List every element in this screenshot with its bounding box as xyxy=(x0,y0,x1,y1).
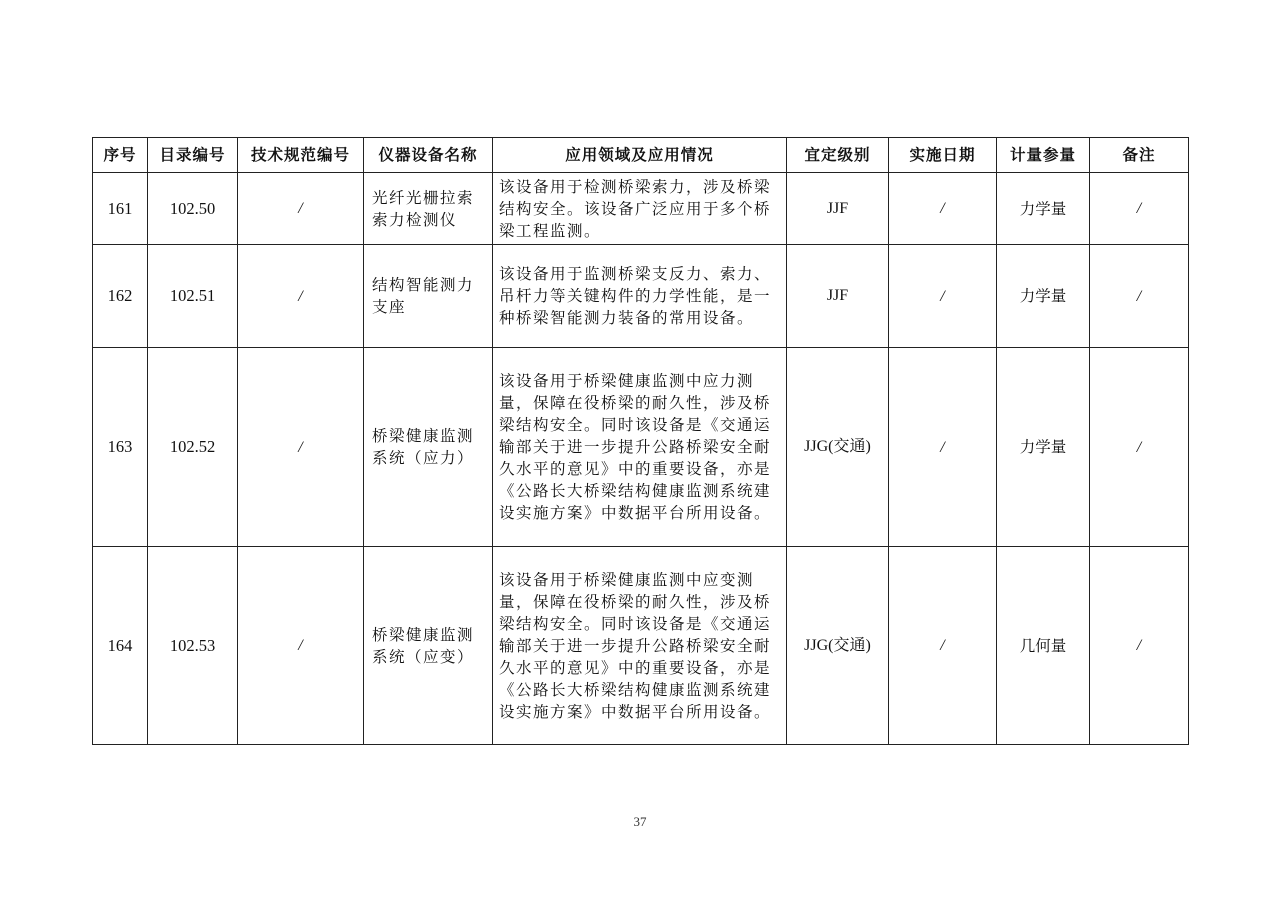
cell-level: JJF xyxy=(787,173,889,245)
header-remark: 备注 xyxy=(1090,138,1189,173)
header-instrument-name: 仪器设备名称 xyxy=(364,138,493,173)
header-catalog-no: 目录编号 xyxy=(148,138,238,173)
cell-quantity: 力学量 xyxy=(997,173,1090,245)
slash-mark: / xyxy=(940,200,945,217)
cell-spec-no xyxy=(238,348,364,547)
cell-remark xyxy=(1090,547,1189,745)
slash-mark: / xyxy=(1136,438,1142,456)
slash-mark: / xyxy=(940,287,945,305)
slash-mark: / xyxy=(1136,200,1142,217)
slash-mark: / xyxy=(1136,637,1142,654)
cell-seq: 161 xyxy=(93,173,148,245)
table-row xyxy=(93,173,1189,245)
cell-remark xyxy=(1090,348,1189,547)
cell-catalog-no: 102.51 xyxy=(148,245,238,348)
slash-mark: / xyxy=(298,200,303,217)
cell-catalog-no: 102.52 xyxy=(148,348,238,547)
cell-date xyxy=(889,173,997,245)
slash-mark: / xyxy=(298,287,303,305)
cell-application: 该设备用于桥梁健康监测中应变测量，保障在役桥梁的耐久性，涉及桥梁结构安全。同时该设备是《交通运输部关于进一步提升公路桥梁安全耐久水平的意见》中的重要设备，亦是《公路长大桥梁结构健康监测系统建设实施方案》中数据平台所用设备。 xyxy=(493,547,787,745)
cell-remark xyxy=(1090,173,1189,245)
cell-spec-no xyxy=(238,547,364,745)
cell-seq: 162 xyxy=(93,245,148,348)
slash-mark: / xyxy=(298,438,303,456)
table-row xyxy=(93,348,1189,547)
table-row xyxy=(93,245,1189,348)
cell-catalog-no: 102.50 xyxy=(148,173,238,245)
table-header-row xyxy=(93,138,1189,173)
header-date: 实施日期 xyxy=(889,138,997,173)
cell-instrument-name: 桥梁健康监测系统（应变） xyxy=(364,547,493,745)
cell-spec-no xyxy=(238,173,364,245)
cell-date xyxy=(889,245,997,348)
cell-application: 该设备用于桥梁健康监测中应力测量，保障在役桥梁的耐久性，涉及桥梁结构安全。同时该设备是《交通运输部关于进一步提升公路桥梁安全耐久水平的意见》中的重要设备，亦是《公路长大桥梁结构健康监测系统建设实施方案》中数据平台所用设备。 xyxy=(493,348,787,547)
cell-quantity: 力学量 xyxy=(997,348,1090,547)
header-spec-no: 技术规范编号 xyxy=(238,138,364,173)
cell-spec-no xyxy=(238,245,364,348)
cell-seq: 163 xyxy=(93,348,148,547)
slash-mark: / xyxy=(940,438,945,456)
cell-application: 该设备用于监测桥梁支反力、索力、吊杆力等关键构件的力学性能，是一种桥梁智能测力装备的常用设备。 xyxy=(493,245,787,348)
cell-catalog-no: 102.53 xyxy=(148,547,238,745)
cell-level: JJG(交通) xyxy=(787,348,889,547)
cell-remark xyxy=(1090,245,1189,348)
cell-level: JJF xyxy=(787,245,889,348)
cell-quantity: 力学量 xyxy=(997,245,1090,348)
cell-instrument-name: 结构智能测力支座 xyxy=(364,245,493,348)
header-level: 宜定级别 xyxy=(787,138,889,173)
cell-instrument-name: 桥梁健康监测系统（应力） xyxy=(364,348,493,547)
cell-seq: 164 xyxy=(93,547,148,745)
slash-mark: / xyxy=(298,637,303,654)
cell-date xyxy=(889,348,997,547)
page-number: 37 xyxy=(633,814,647,829)
header-application: 应用领域及应用情况 xyxy=(493,138,787,173)
cell-application: 该设备用于检测桥梁索力，涉及桥梁结构安全。该设备广泛应用于多个桥梁工程监测。 xyxy=(493,173,787,245)
cell-level: JJG(交通) xyxy=(787,547,889,745)
cell-instrument-name: 光纤光栅拉索索力检测仪 xyxy=(364,173,493,245)
header-quantity: 计量参量 xyxy=(997,138,1090,173)
table-row xyxy=(93,547,1189,745)
instrument-table xyxy=(92,137,1189,745)
header-seq: 序号 xyxy=(93,138,148,173)
cell-date xyxy=(889,547,997,745)
cell-quantity: 几何量 xyxy=(997,547,1090,745)
slash-mark: / xyxy=(1136,287,1142,305)
slash-mark: / xyxy=(940,637,945,654)
